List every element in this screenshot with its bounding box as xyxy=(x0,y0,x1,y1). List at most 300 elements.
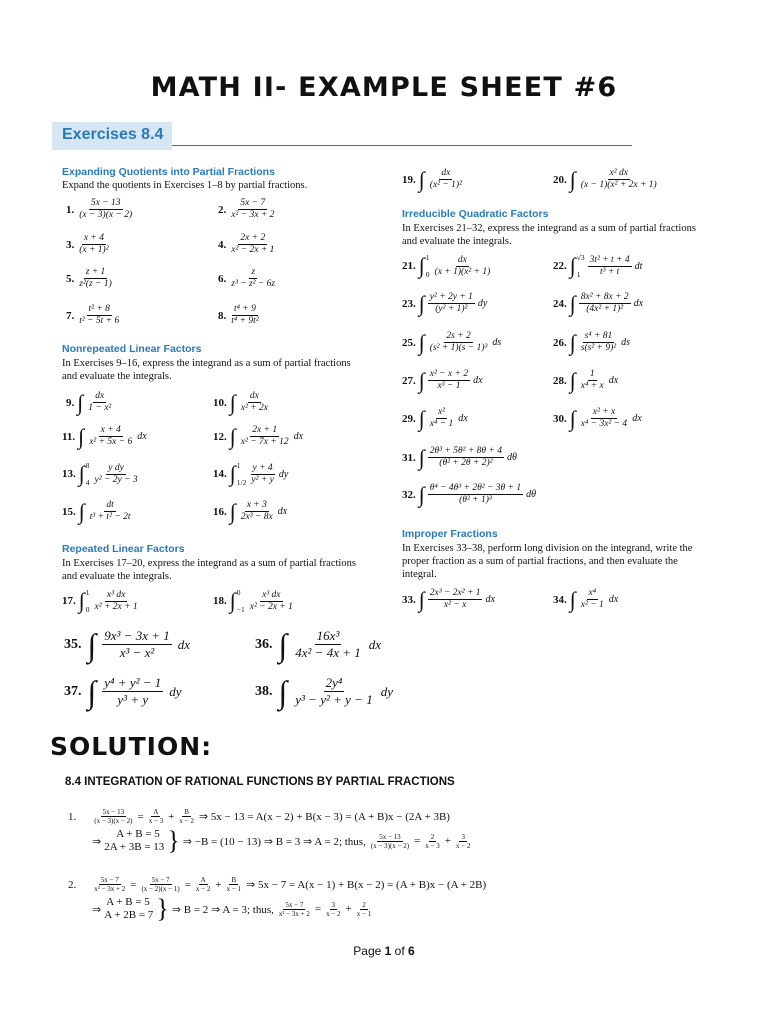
differential: dx xyxy=(458,413,468,424)
page-total: 6 xyxy=(408,944,415,958)
problem-36 xyxy=(255,628,381,661)
problem-number: 15. xyxy=(62,505,76,518)
brace-right: } xyxy=(156,894,169,923)
fraction xyxy=(428,588,483,611)
section-heading-expanding: Expanding Quotients into Partial Fractions xyxy=(62,166,275,178)
fraction xyxy=(77,198,134,221)
fraction xyxy=(139,876,181,893)
problem-13 xyxy=(62,461,140,487)
denominator: x − 2 xyxy=(179,817,194,825)
denominator: x² + 2x xyxy=(240,403,268,413)
problem-number: 30. xyxy=(553,412,567,425)
differential: dy xyxy=(278,468,289,480)
integral-sign: ∫ xyxy=(229,423,236,449)
fraction xyxy=(248,590,295,613)
section-text-improper-2: proper fraction as a sum of partial fractions, and then evaluate the xyxy=(402,556,678,567)
problem-number: 22. xyxy=(553,260,567,272)
section-heading-improper: Improper Fractions xyxy=(402,528,498,540)
integral-sign: ∫ xyxy=(418,405,425,431)
differential: dx xyxy=(608,594,619,605)
upper-limit: 1 xyxy=(425,253,430,262)
equation-text: ⇒ B = 2 ⇒ A = 3; thus, xyxy=(171,903,274,916)
numerator: t² + 8 xyxy=(88,304,110,314)
denominator: (y² + 1)² xyxy=(435,304,468,314)
numerator: 3 xyxy=(461,832,465,841)
problem-number: 21. xyxy=(402,260,416,272)
integral-sign: ∫ xyxy=(569,253,576,278)
fraction xyxy=(93,463,140,486)
fraction xyxy=(88,500,133,523)
fraction xyxy=(239,425,291,448)
solution-1-line-2 xyxy=(92,828,472,854)
section-text-nonrepeated-1: In Exercises 9–16, express the integrand as a sum of partial fractions xyxy=(62,358,351,369)
denominator: s(s² + 9)² xyxy=(580,343,617,353)
footer-of: of xyxy=(391,944,409,958)
differential: dx xyxy=(293,431,304,442)
denominator: (x + 1)(x² + 1) xyxy=(434,266,491,277)
lower-limit: 0 xyxy=(425,270,430,279)
fraction xyxy=(423,833,441,850)
integral-sign: ∫ xyxy=(78,498,85,524)
numerator: x² + x xyxy=(592,407,616,417)
fraction xyxy=(229,304,260,327)
problem-number: 12. xyxy=(213,430,227,443)
denominator: 2x³ − 8x xyxy=(240,512,273,522)
problem-number: 14. xyxy=(213,468,227,480)
problem-number: 31. xyxy=(402,451,416,464)
numerator: 1 xyxy=(589,369,595,379)
section-heading-nonrepeated: Nonrepeated Linear Factors xyxy=(62,343,202,355)
differential: dx xyxy=(633,298,644,309)
fraction xyxy=(239,500,275,523)
numerator: y² + 2y + 1 xyxy=(429,292,473,302)
section-heading-irreducible: Irreducible Quadratic Factors xyxy=(402,208,549,220)
problem-number: 11. xyxy=(62,430,76,443)
fraction xyxy=(588,255,632,278)
integral-limits xyxy=(426,253,430,279)
integral-sign: ∫ xyxy=(229,461,236,486)
denominator: x³ − x² xyxy=(119,645,155,660)
upper-limit: 0 xyxy=(236,588,241,597)
problem-14 xyxy=(213,461,288,487)
page-title: MATH II- EXAMPLE SHEET #6 xyxy=(150,72,618,103)
denominator: 4x² − 4x + 1 xyxy=(295,645,361,660)
problem-16 xyxy=(213,500,287,523)
differential: dx xyxy=(277,506,288,517)
denominator: y² + y xyxy=(251,474,274,485)
fraction xyxy=(293,675,374,708)
fraction xyxy=(579,407,629,430)
numerator: 5x − 7 xyxy=(285,900,304,909)
denominator: t³ + t² − 2t xyxy=(89,512,131,522)
integral-sign: ∫ xyxy=(418,481,425,507)
problem-number: 25. xyxy=(402,336,416,349)
numerator: y dy xyxy=(108,462,124,473)
solution-2-line-2 xyxy=(92,896,373,922)
denominator: x² − 1 xyxy=(580,600,604,610)
integral-sign: ∫ xyxy=(569,405,576,431)
integral-limits xyxy=(577,253,585,279)
fraction xyxy=(579,168,659,191)
denominator: x⁴ + x xyxy=(580,381,604,391)
fraction xyxy=(428,168,464,191)
fraction xyxy=(428,292,475,315)
problem-28 xyxy=(553,369,618,392)
numerator: 5x − 13 xyxy=(379,832,401,841)
problem-number: 37. xyxy=(64,683,82,699)
problem-number: 10. xyxy=(213,396,227,409)
problem-15 xyxy=(62,500,132,523)
problem-number: 23. xyxy=(402,297,416,310)
integral-sign: ∫ xyxy=(229,389,236,415)
integral-sign: ∫ xyxy=(569,329,576,355)
denominator: x − 2 xyxy=(195,885,211,893)
fraction xyxy=(428,407,455,430)
fraction xyxy=(87,425,134,448)
differential: dy xyxy=(477,298,488,309)
problem-31 xyxy=(402,446,517,469)
denominator: z²(z − 1) xyxy=(79,279,112,289)
differential: dx xyxy=(137,431,147,442)
integral-limits xyxy=(86,461,90,487)
problem-37 xyxy=(64,675,182,708)
problem-number: 2. xyxy=(218,203,227,216)
problem-20 xyxy=(553,168,659,191)
integral-sign: ∫ xyxy=(418,444,425,470)
integral-sign: ∫ xyxy=(418,290,425,316)
lower-limit: 1/2 xyxy=(236,478,247,487)
equals-sign: = xyxy=(314,903,322,915)
problem-number: 18. xyxy=(213,595,227,607)
problem-32 xyxy=(402,483,536,506)
numerator: z + 1 xyxy=(85,267,106,277)
differential: dy xyxy=(169,683,182,699)
problem-3 xyxy=(66,233,111,256)
problem-22 xyxy=(553,253,642,279)
numerator: x + 4 xyxy=(100,425,121,435)
numerator: dx xyxy=(249,391,259,401)
numerator: 16x³ xyxy=(316,628,340,643)
numerator: x² xyxy=(437,407,446,417)
differential: dθ xyxy=(526,489,537,500)
plus-sign: + xyxy=(168,810,175,823)
denominator: x² − 2x + 1 xyxy=(231,245,275,255)
denominator: t³ + t xyxy=(599,266,620,277)
numerator: 5x − 7 xyxy=(151,876,170,884)
problem-26 xyxy=(553,331,630,354)
integral-sign: ∫ xyxy=(78,423,85,449)
solution-1-line-1 xyxy=(68,808,450,825)
section-heading-repeated: Repeated Linear Factors xyxy=(62,543,185,555)
differential: dx xyxy=(485,594,495,605)
integral-sign: ∫ xyxy=(78,461,85,486)
numerator: 5x − 7 xyxy=(240,198,266,208)
differential: ds xyxy=(621,337,631,348)
denominator: (x² − 1)² xyxy=(429,180,462,190)
equals-sign: = xyxy=(184,878,191,891)
numerator: x + 4 xyxy=(83,233,104,243)
fraction xyxy=(239,391,270,414)
problem-number: 6. xyxy=(218,272,227,285)
numerator: 8x² + 8x + 2 xyxy=(580,292,629,302)
problem-19 xyxy=(402,168,464,191)
denominator: (x − 2)(x − 1) xyxy=(141,885,180,893)
differential: dx xyxy=(368,636,382,652)
section-text-expanding: Expand the quotients in Exercises 1–8 by partial fractions. xyxy=(62,180,308,191)
problem-10 xyxy=(213,391,270,414)
lower-limit: 1 xyxy=(576,270,581,279)
solution-subheading: 8.4 INTEGRATION OF RATIONAL FUNCTIONS BY PARTIAL FRACTIONS xyxy=(65,776,455,788)
numerator: 9x³ − 3x + 1 xyxy=(104,628,170,643)
denominator: (x − 1)(x² + 2x + 1) xyxy=(580,180,657,190)
denominator: x² − 3x + 2 xyxy=(278,909,310,918)
fraction xyxy=(102,675,163,708)
numerator: 2x + 2 xyxy=(240,233,266,243)
fraction xyxy=(428,369,470,392)
denominator: y³ − y² + y − 1 xyxy=(295,692,373,707)
problem-23 xyxy=(402,292,487,315)
denominator: x² − 3x + 2 xyxy=(94,885,126,893)
equals-sign: = xyxy=(137,810,144,823)
problem-number: 34. xyxy=(553,593,567,606)
problem-number: 33. xyxy=(402,593,416,606)
denominator: x − 3 xyxy=(425,841,440,850)
problem-21 xyxy=(402,253,492,279)
problem-number: 19. xyxy=(402,173,416,186)
equation-text: ⇒ 5x − 13 = A(x − 2) + B(x − 3) = (A + B)x − (2A + 3B) xyxy=(198,811,450,823)
numerator: 3t² + t + 4 xyxy=(589,254,630,265)
integral-limits xyxy=(86,588,90,614)
numerator: 2θ³ + 5θ² + 8θ + 4 xyxy=(429,446,502,456)
numerator: x⁴ xyxy=(588,588,597,598)
problem-11 xyxy=(62,425,147,448)
solution-2-line-1 xyxy=(68,876,486,893)
equals-sign: = xyxy=(414,835,421,847)
differential: dθ xyxy=(506,452,517,463)
equation-text: ⇒ −B = (10 − 13) ⇒ B = 3 ⇒ A = 2; thus, xyxy=(182,835,366,848)
brace-right: } xyxy=(167,826,180,855)
fraction xyxy=(277,901,312,918)
fraction xyxy=(428,446,504,469)
integral-limits xyxy=(237,588,245,614)
numerator: 2x + 1 xyxy=(252,425,278,435)
differential: dx xyxy=(632,413,642,424)
fraction xyxy=(77,233,110,256)
section-text-improper-3: integral. xyxy=(402,569,437,580)
upper-limit: 1 xyxy=(236,461,241,470)
problem-number: 35. xyxy=(64,636,82,652)
denominator: z³ − z² − 6z xyxy=(231,279,276,289)
denominator: 1 − x² xyxy=(88,403,112,413)
lower-limit: −1 xyxy=(236,605,245,614)
numerator: 2s + 2 xyxy=(446,331,471,341)
problem-number: 8. xyxy=(218,309,227,322)
fraction xyxy=(86,391,113,414)
numerator: dx xyxy=(457,254,467,265)
fraction xyxy=(579,331,618,354)
fraction xyxy=(77,304,121,327)
integral-sign: ∫ xyxy=(418,367,425,393)
problem-25 xyxy=(402,331,501,354)
numerator: 3 xyxy=(331,900,336,909)
problem-number: 7. xyxy=(66,309,75,322)
problem-7 xyxy=(66,304,121,327)
problem-number: 1. xyxy=(66,203,75,216)
differential: dy xyxy=(380,683,393,699)
plus-sign: + xyxy=(444,835,451,847)
fraction xyxy=(102,628,171,661)
integral-sign: ∫ xyxy=(418,166,425,192)
fraction xyxy=(77,267,113,290)
differential: ds xyxy=(492,337,502,348)
problem-34 xyxy=(553,588,618,611)
denominator: x − 2 xyxy=(455,841,471,850)
fraction xyxy=(579,588,606,611)
upper-limit: 8 xyxy=(85,461,90,470)
system-eq-1: A + B = 5 xyxy=(116,828,160,840)
fraction xyxy=(147,808,165,825)
integral-sign: ∫ xyxy=(418,586,425,612)
fraction xyxy=(293,628,362,661)
problem-number: 27. xyxy=(402,374,416,387)
problem-33 xyxy=(402,588,495,611)
page-number: 1 xyxy=(384,944,392,958)
numerator: A xyxy=(153,808,159,816)
system-eq-1: A + B = 5 xyxy=(106,896,150,908)
numerator: 5x − 13 xyxy=(102,808,125,816)
footer-prefix: Page xyxy=(353,944,385,958)
integral-sign: ∫ xyxy=(87,673,97,710)
integral-limits xyxy=(237,461,247,487)
denominator: y³ + y xyxy=(117,692,149,707)
problem-number: 38. xyxy=(255,683,273,699)
integral-sign: ∫ xyxy=(569,367,576,393)
fraction xyxy=(579,292,631,315)
numerator: x³ dx xyxy=(262,589,281,600)
implies-sign: ⇒ xyxy=(92,835,102,848)
differential: dt xyxy=(634,260,643,272)
exercises-label: Exercises 8.4 xyxy=(62,126,164,143)
denominator: (θ² + 2θ + 2)² xyxy=(439,458,493,468)
numerator: dx xyxy=(441,168,451,178)
problem-5 xyxy=(66,267,114,290)
problem-number: 24. xyxy=(553,297,567,310)
integral-sign: ∫ xyxy=(569,166,576,192)
equation-text: ⇒ 5x − 7 = A(x − 1) + B(x − 2) = (A + B)x − (A + 2B) xyxy=(246,879,487,891)
upper-limit: √3 xyxy=(576,253,585,262)
fraction xyxy=(428,483,523,506)
fraction xyxy=(454,833,472,850)
lower-limit: 0 xyxy=(85,605,90,614)
section-text-improper-1: In Exercises 33–38, perform long division on the integrand, write the xyxy=(402,543,693,554)
denominator: (x − 3)(x − 2) xyxy=(94,817,133,825)
denominator: (θ² + 1)³ xyxy=(459,495,492,505)
denominator: x³ − 1 xyxy=(437,381,461,391)
problem-number: 32. xyxy=(402,488,416,501)
problem-24 xyxy=(553,292,643,315)
numerator: 2 xyxy=(430,832,435,841)
fraction xyxy=(229,198,276,221)
fraction xyxy=(229,233,276,256)
plus-sign: + xyxy=(215,878,222,891)
problem-number: 36. xyxy=(255,636,273,652)
numerator: x² dx xyxy=(609,168,628,178)
denominator: (x − 3)(x − 2) xyxy=(370,841,410,850)
plus-sign: + xyxy=(345,903,352,915)
denominator: x² − 3x + 2 xyxy=(231,210,275,220)
denominator: x − 1 xyxy=(356,909,372,918)
implies-sign: ⇒ xyxy=(92,903,102,916)
integral-sign: ∫ xyxy=(278,673,288,710)
numerator: y⁴ + y² − 1 xyxy=(104,675,162,690)
denominator: y² − 2y − 3 xyxy=(94,474,138,485)
problem-30 xyxy=(553,407,642,430)
solution-number: 2. xyxy=(68,878,77,891)
denominator: x² − 2x + 1 xyxy=(249,601,293,612)
problem-27 xyxy=(402,369,483,392)
integral-sign: ∫ xyxy=(229,588,236,613)
problem-number: 5. xyxy=(66,272,75,285)
equation-system xyxy=(104,828,164,854)
numerator: y + 4 xyxy=(252,462,273,473)
equals-sign: = xyxy=(130,878,137,891)
problem-number: 28. xyxy=(553,374,567,387)
denominator: t² − 5t + 6 xyxy=(79,316,120,326)
problem-number: 3. xyxy=(66,238,75,251)
denominator: x − 1 xyxy=(226,885,242,893)
numerator: θ⁴ − 4θ³ + 2θ² − 3θ + 1 xyxy=(429,483,522,493)
section-text-irreducible-2: and evaluate the integrals. xyxy=(402,236,512,247)
fraction xyxy=(225,876,243,893)
integral-sign: ∫ xyxy=(569,586,576,612)
denominator: x² + 2x + 1 xyxy=(94,601,138,612)
problem-number: 4. xyxy=(218,238,227,251)
problem-9 xyxy=(66,391,113,414)
problem-number: 16. xyxy=(213,505,227,518)
problem-12 xyxy=(213,425,303,448)
system-eq-2: A + 2B = 7 xyxy=(104,909,154,921)
denominator: t⁴ + 9t² xyxy=(231,316,259,326)
integral-sign: ∫ xyxy=(78,588,85,613)
equation-system xyxy=(104,896,153,922)
denominator: x⁴ − 1 xyxy=(429,419,454,429)
section-text-repeated-2: and evaluate the integrals. xyxy=(62,571,172,582)
fraction xyxy=(92,876,127,893)
fraction xyxy=(579,369,606,392)
page-footer xyxy=(0,944,768,958)
upper-limit: 1 xyxy=(85,588,90,597)
numerator: dt xyxy=(106,500,114,510)
problem-2 xyxy=(218,198,276,221)
numerator: dx xyxy=(95,391,105,401)
fraction xyxy=(369,833,411,850)
problem-number: 26. xyxy=(553,336,567,349)
problem-17 xyxy=(62,588,140,614)
problem-number: 29. xyxy=(402,412,416,425)
numerator: 2 xyxy=(362,900,366,909)
fraction xyxy=(428,331,490,354)
problem-6 xyxy=(218,267,277,290)
integral-sign: ∫ xyxy=(418,329,425,355)
denominator: x⁴ − 3x² − 4 xyxy=(580,419,628,429)
denominator: (s² + 1)(s − 1)³ xyxy=(429,343,488,353)
fraction xyxy=(249,463,275,486)
fraction xyxy=(177,808,195,825)
section-text-repeated-1: In Exercises 17–20, express the integrand as a sum of partial fractions xyxy=(62,558,356,569)
fraction xyxy=(355,901,373,918)
problem-29 xyxy=(402,407,468,430)
numerator: B xyxy=(184,808,189,816)
